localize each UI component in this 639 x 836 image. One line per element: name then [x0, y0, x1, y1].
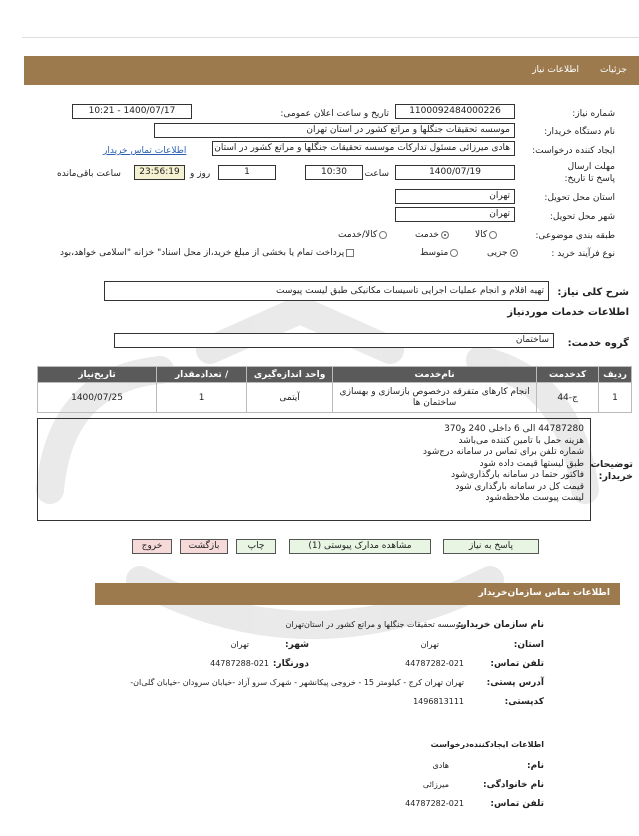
org-label: نام سازمان خریدار: — [457, 620, 544, 630]
page-header — [24, 56, 639, 85]
province-contact-value: تهران — [420, 640, 439, 649]
day-count-field: 1 — [218, 165, 276, 180]
req-phone-label: تلفن تماس: — [490, 799, 544, 809]
city-contact-value: تهران — [230, 640, 249, 649]
cell-unit: آیتمی — [247, 383, 333, 413]
th-code: کدخدمت — [537, 367, 599, 383]
deadline-label: مهلت ارسال پاسخ تا تاریخ: — [564, 162, 615, 184]
payment-note-option[interactable] — [60, 248, 356, 258]
proc-partial-text: جزیی — [487, 248, 508, 258]
contact-buyer-link[interactable]: اطلاعات تماس خریدار — [103, 146, 187, 156]
province-label: استان محل تحویل: — [544, 193, 615, 203]
time-label: ساعت — [364, 169, 389, 179]
creator-field: هادی میرزائی مسئول تدارکات موسسه تحقیقات جنگلها و مراتع کشور در استان — [212, 141, 515, 156]
print-button[interactable]: چاپ — [236, 539, 276, 554]
cell-row: 1 — [599, 383, 632, 413]
announce-label: تاریخ و ساعت اعلان عمومی: — [280, 109, 389, 119]
tab-need-info[interactable]: اطلاعات نیاز — [532, 65, 579, 75]
day-label: روز و — [190, 169, 211, 179]
back-button[interactable]: بازگشت — [180, 539, 228, 554]
radio-partial[interactable] — [510, 249, 518, 257]
org-value: موسسه تحقیقات جنگلها و مراتع کشور در استان‌تهران — [285, 620, 464, 629]
need-number-label: شماره نیاز: — [572, 109, 615, 119]
buyer-notes-box — [37, 418, 591, 521]
category-label: طبقه بندی موضوعی: — [535, 231, 615, 241]
province-contact-label: استان: — [513, 640, 544, 650]
proc-medium-text: متوسط — [420, 248, 449, 258]
cat-goods-text: کالا — [475, 230, 488, 240]
buyer-notes-label: توضیحات خریدار: — [590, 459, 633, 482]
province-field: تهران — [395, 189, 515, 204]
family-value: میرزائی — [422, 780, 449, 789]
summary-label: شرح کلی نیاز: — [557, 287, 629, 298]
cell-code: ج-44 — [537, 383, 599, 413]
cat-service-option[interactable] — [415, 230, 451, 240]
cell-qty: 1 — [157, 383, 247, 413]
city-contact-label: شهر: — [285, 640, 309, 650]
requester-title: اطلاعات ایجادکننده‌درخواست — [430, 740, 544, 749]
payment-note-text: پرداخت تمام یا بخشی از مبلغ خرید،از محل اسناد" خزانه "اسلامی خواهد،بود — [60, 248, 345, 258]
note-line: فاکتور حتما در سامانه بارگذاری‌شود — [451, 470, 584, 480]
req-phone-value: 44787282-021 — [405, 799, 464, 808]
top-divider — [22, 37, 639, 38]
service-group-label: گروه خدمت: — [567, 338, 629, 349]
reply-button[interactable]: پاسخ به نیاز — [443, 539, 539, 554]
address-label: آدرس پستی: — [486, 678, 544, 688]
note-line: قیمت کل در سامانه بارگذاری شود — [455, 481, 584, 492]
th-name: نام‌خدمت — [333, 367, 537, 383]
cell-name: انجام کارهای متفرقه درخصوص بازسازی و بهسازی ساختمان ها — [333, 383, 537, 413]
th-row: ردیف — [599, 367, 632, 383]
name-value: هادی — [432, 761, 449, 770]
service-group-field: ساختمان — [114, 333, 554, 348]
city-field: تهران — [395, 207, 515, 222]
contact-title: اطلاعات تماس سازمان‌خریدار — [478, 588, 610, 598]
postal-value: 1496813111 — [413, 697, 464, 706]
address-value: تهران تهران کرج - کیلومتر 15 - خروجی پیکانشهر - شهرک سرو آزاد -خیابان سرودان -خیابان گلی‌ان- — [130, 678, 464, 687]
fax-value: 44787288-021 — [210, 659, 269, 668]
attachments-button[interactable]: مشاهده مدارک پیوستی (1) — [289, 539, 431, 554]
tab-details[interactable]: جزئیات — [600, 65, 627, 75]
note-line: شماره تلفن برای تماس در سامانه درج‌شود — [423, 447, 584, 457]
announce-field: 1400/07/17 - 10:21 — [72, 104, 192, 119]
cat-goods-service-option[interactable] — [338, 230, 389, 240]
summary-field: تهیه اقلام و انجام عملیات اجرایی تاسیسات مکانیکی طبق لیست پیوست — [104, 281, 549, 301]
postal-label: کدپستی: — [504, 697, 544, 707]
cat-goods-option[interactable] — [475, 230, 499, 240]
table-row — [38, 383, 632, 413]
phone-label: تلفن تماس: — [490, 659, 544, 669]
payment-checkbox[interactable] — [346, 249, 354, 257]
radio-goods-service[interactable] — [379, 231, 387, 239]
remaining-label: ساعت باقی‌مانده — [57, 169, 121, 179]
exit-button[interactable]: خروج — [132, 539, 172, 554]
services-table — [37, 366, 632, 413]
phone-value: 44787282-021 — [405, 659, 464, 668]
deadline-time-field: 10:30 — [305, 165, 363, 180]
th-unit: واحد اندازه‌گیری — [247, 367, 333, 383]
city-label: شهر محل تحویل: — [549, 212, 615, 222]
deadline-date-field: 1400/07/19 — [395, 165, 515, 180]
proc-medium-option[interactable] — [420, 248, 460, 258]
cat-service-text: خدمت — [415, 230, 439, 240]
note-line: هزینه حمل با تامین کننده می‌باشد — [458, 435, 584, 446]
contact-section-header — [95, 583, 620, 605]
name-label: نام: — [527, 761, 544, 771]
need-number-field: 1100092484000226 — [395, 104, 515, 119]
radio-goods[interactable] — [489, 231, 497, 239]
fax-label: دورنگار: — [272, 659, 309, 669]
th-date: تاریخ‌نیاز — [38, 367, 157, 383]
family-label: نام خانوادگی: — [482, 780, 544, 790]
radio-service[interactable] — [441, 231, 449, 239]
th-qty: / تعدادمقدار — [157, 367, 247, 383]
proc-partial-option[interactable] — [487, 248, 520, 258]
radio-medium[interactable] — [450, 249, 458, 257]
cell-date: 1400/07/25 — [38, 383, 157, 413]
table-header-row — [38, 367, 632, 383]
cat-goods-service-text: کالا/خدمت — [338, 230, 378, 240]
remaining-time-field: 23:56:19 — [134, 165, 185, 180]
note-line: 44787280 الی 6 داخلی 240 و370 — [444, 424, 584, 434]
buyer-label: نام دستگاه خریدار: — [544, 127, 615, 137]
note-line: طبق لیستها قیمت داده شود — [479, 458, 584, 469]
buyer-field: موسسه تحقیقات جنگلها و مراتع کشور در استان تهران — [154, 123, 515, 138]
services-title: اطلاعات خدمات موردنیاز — [507, 307, 629, 318]
note-line: لیست پیوست ملاحظه‌شود — [485, 493, 584, 503]
process-label: نوع فرآیند خرید : — [551, 249, 615, 259]
creator-label: ایجاد کننده درخواست: — [532, 146, 615, 156]
